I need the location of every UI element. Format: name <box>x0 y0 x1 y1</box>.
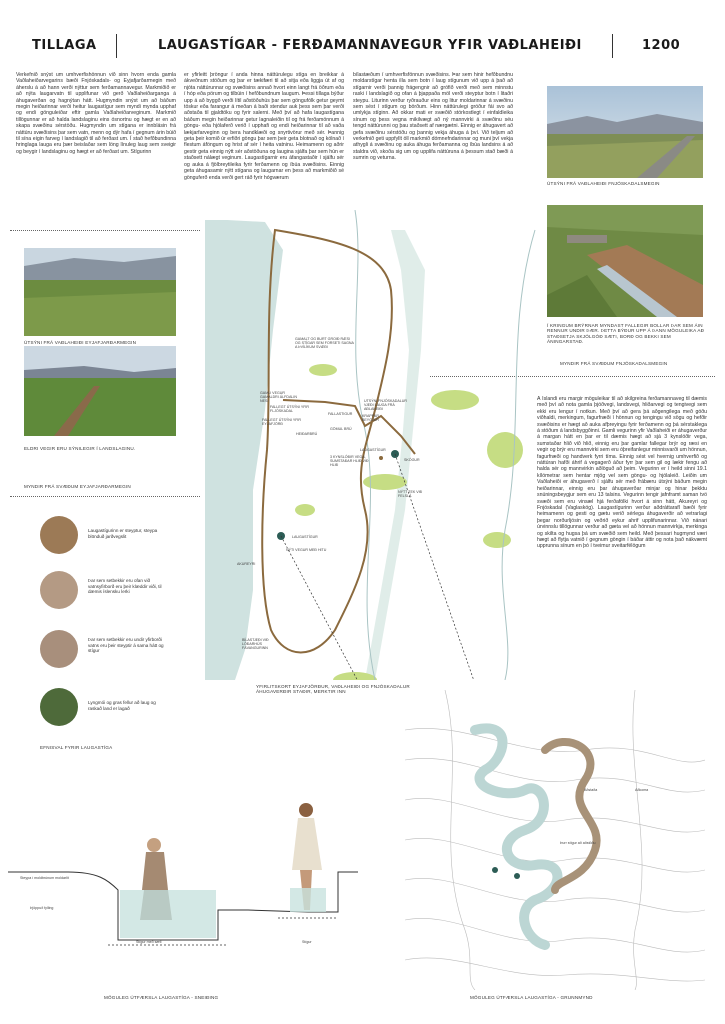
text-column-4 <box>537 396 707 726</box>
plan-label-dry-path: Þurr stígur að aðstöðu <box>560 841 596 845</box>
divider-left-group <box>10 230 200 231</box>
paragraph: Á Íslandi eru margir möguleikar til að skilgreina ferðamannaveg til dæmis með því að nota gamla þjóðvegi, landsvegi, hliðarvegi og tengivegi sem ekki eru lengur í notkun. Með því að gera þá aðgengilega með góðu viðhaldi, merkingum, fagurfræði í hönnun og tengingu við sögu og hefðir svæðisins er hægt að auka afþreyingu fyrir ferðamenn og þá sérstaklega á stöðum á landsbyggðinni. Gamli vegurinn yfir Vaðlaheiði er áhugaverður á margan hátt en þar er til dæmis hægt að sjá 3 kynslóðir vega, sumstaðar hlið við hlið, einnig eru þar gamlar fallegar brýr og ræsi en vegir og brýr eru mannvirki sem eru óþreifanlegur minnisvarði um hönnun, fagurfræði og handverk fyrri tíma. Einnig sést vel hvernig umhverfið og náttúran hafði áhrif á vegagerð áður fyrr þar sem gil og lækir fengu að halda sér og mannvirkin aðlöguð að þeim. Vegurinn er í heild sinni 19.1 kílómetrar sem hentar mjög vel sem göngu- og hjólaleið. Leiðin um Vaðlaheiði er áhugaverð í sjálfu sér með frábæru útsýni báðum megin heiðarinnar, einnig eru þar áhugaverðar minjar og hinar þekktu snúningsbeygjur sem eru 13 talsins. Vegurinn tengir jafnframt saman tvö svæði sem eru vinsæl hjá ferðafólki hvort á sinn hátt, Akureyri og Fnjóskadal (Vaglaskóg). Laugastígurinn verður aðdráttarafl bæði fyrir heimamenn og gesti og gætu verið sérlega áhugaverðir að vetrarlagi þegar norðurljósin og veðrið eykur ahrif upplifunarinnar. Við nánari úrvinnslu tillögunnar verður að gæta vel að hönnun mannvirkja, merkinga og skilta og hugsa þá um svæðið sem heild. Með þessari hugmynd væri hægt að flytja vatnið í gegnum göngin í báðar áttir og nota það nákvæmt upprunna sínum en þó í tveimur sveitarfélögum <box>537 396 707 550</box>
map-label-11: LAUGASTÍGUR <box>360 448 386 452</box>
map-label-13: NÝTT TEK VIÐ FELSLÁ <box>398 490 423 499</box>
caption-eyjafjordur-view: ÚTSÝNI FRÁ VAÐLAHEIÐI EYJAFJARÐARMEGIN <box>24 340 137 345</box>
header-center-title: LAUGASTÍGAR - FERÐAMANNAVEGUR YFIR VAÐLAHEIÐI <box>158 38 582 53</box>
section-label-path: Stígur <box>302 940 312 944</box>
map-label-15: NÝTI VEGUR MEÐ HITU <box>286 548 327 552</box>
map-label-10: 3 KYNSLÓÐIR VEGA, SUMSTAÐAR HLIÐ VIÐ HLIÐ <box>330 455 369 468</box>
paragraph: bílastæðum í umhverfisfönnun svæðisins. Þar sem hinir hefðbundnu moldarstígar henta illa sem botn í laug stígunum við upp á það að stígarnir verði þannig frágengnir að grófið verði með sem minnstu raski í landslagið og ofan á þjappaða möl verði steyptur botn í litaðri steypu. Liturinn verður ryðrauður eins og litur moldarinnar á svæðinu sem sést í stígum og börðum. Hinn náttúrulegi gróður fái svo að umlykja stíginn. Að okkar mati er svæðið stórkostlegt í einfaldleika sínum og þess vegna mikilvægt að ný mannvirki á svæðinu séu tengd náttúrunni og þau staðsett af nærgætni. Einnig er áhugavert að gefa svæðinu sérstöðu og þannig vekja áhuga á því. Við teljum að verkefnið geti uppfyllt öll markmið dómnefndarinnar og muni því vekja athygli á svæðinu og auka áhuga ferðamanna og íbúa landsins á að staldra við, skoða sig um og upplifa náttúruna á þessum stað bæði á sumrin og veturna. <box>353 72 513 162</box>
paragraph: Verkefnið snýst um umhverfishönnun við sinn hvorn enda gamla Vaðlaheiðarvegarins bæði Fnjóskadals- og Eyjafjarðarmegin með áherslu á að hann verði nýttur sem ferðamannavegur. Markmiðið er að nýta laugarvatn til upplifunar við gerð Vaðlaheiðarganga á áhugaverðan og hagnýtan hátt. Hugmyndin snýst um að báðum megin heiðarinnar verði heitur laugastígur sem myndi mynda upphaf og endi gönguleiðar eftir gamla Vaðlaheiðarveginum. Markmið tillögunnar er að halda landslaginu eins ósnortnu og hægt er en að skapa svæðinu sérstöðu. Hugmyndin um stígana er innblásin frá náttúru svæðisins þar sem vatn, menn og dýr hafa í gegnum árin búið til sína eigin farveg í landslagið til að ferðast um. Í stað hefðbundinna hringlaga lauga eru þær beislaðar sem löng línuleg laug sem sveigir og beygir í landslaginu og hægt er að ferðast um. Stígurinn <box>16 72 176 155</box>
section-drawing <box>8 790 358 980</box>
divider-left-group-bottom <box>10 496 200 497</box>
caption-group-fnjoskadalur: MYNDIR FRÁ SVÆÐUM FNJÓSKADALSMEGIN <box>560 361 668 366</box>
map-label-1: GAMALT OG BURT GROIÐ RÆSI OG STÍGAR SEM FORSETI SAGNA A ÞVÍLÍKUM SVÆÐI <box>295 337 354 350</box>
photo-old-roads <box>24 346 176 436</box>
paragraph: er yfirleitt þröngur í anda hinna náttúrulegu stíga en breikkar á ákveðnum stöðum og þar er tækifæri til að sitja eða liggja út af og njóta náttúrunnar og svæðisins annað hvort einn langt frá öðrum eða í hóp eða pörum og tilbúin í hefðbundnum laugum. Þessi tillaga býður upp á að byggð verði lítil aðstöðuhús þar sem göngufólk getur geymt töskur eða farangur á meðan á baði stendur auk þess sem þar verði aðstaða til gjaldtöku og fyrir salerni. Með því að hafa laugastígana báðum megin heiðarinnar getur lagnaleiðin til og frá ferðamönnum á göngu- eða hjólaferð verið í upphafi og endi heiðarinnar til að vaða lækjarfarveginn og bera handklæði og snyrtivörur með sér. Þannig geta þeir komið úr erfiðri göngu þar sem þeir geta blotnað og kólnað í flestum áföngum og hrist af sér í heita vatninu. Heimamenn og aðrir gestir geta einnig nýtt sér aðstöðuna og laugina sjálfa þar sem hún er staðsett nálægt veginum. Laugastígarnir eru áfangastaðir í sjálfu sér og auka á fjölbreytileika fyrir ferðamenn og íbúa svæðisins. Einnig geta áhugasamir nýtt stígana og laugarnar en þess að markmiðið sé gönguferð enda verði gert ráð fyrir hógværum <box>184 72 344 181</box>
map-label-5: FALLASTIGUR <box>328 412 353 416</box>
text-column-3 <box>353 72 513 202</box>
header-divider-right <box>612 34 613 58</box>
materials-title: EFNISVAL FYRIR LAUGASTÍGA <box>40 745 113 750</box>
plan-label-facility: Aðstaða <box>584 788 598 792</box>
plan-drawing <box>405 690 705 990</box>
material-swatch-submerged <box>40 630 78 668</box>
caption-bridge: Í KRINGUM BRÝRNAR MYNDAST FALLEGIR BOLLAR ÞAR SEM ÁIN RENNUR UNDIR ÞÆR. ÞETTA BÝÐUR UPP Á ÞANN MÖGULEIKA AÐ STAÐSETJA SKJÓLGÓÐ SÆTI, BORÐ OG BEKKI SEM ÁNINGARSTAÐ. <box>547 323 705 345</box>
photo-eyjafjordur-view <box>24 248 176 336</box>
section-label-concrete: Steypa í moldbrúnum moldarlit <box>20 876 69 880</box>
map-label-16: AKUREYRI <box>237 562 256 566</box>
section-label-fill: Þjöppuð fylling <box>30 906 54 910</box>
map-label-7: KRAPPAR BEYGJUR <box>362 414 379 423</box>
section-label-seat-path: Stígur með sæti <box>136 940 162 944</box>
text-column-2 <box>184 72 344 202</box>
header-number: 1200 <box>642 38 681 53</box>
material-swatch-wood <box>40 571 78 609</box>
material-swatch-concrete <box>40 516 78 554</box>
material-label-1: Laugastígurinn er steyptur, steypa blönduð jarðvegslit <box>88 528 158 539</box>
plan-label-access: Aðkoma <box>635 788 649 792</box>
photo-fnjoskadalur-view <box>547 86 703 178</box>
overview-map <box>205 210 545 680</box>
text-column-1 <box>16 72 176 202</box>
material-label-4: Lyngmói og gras fellur að laug og raskað land er lagað <box>88 700 156 711</box>
map-label-3: FALLEGT ÚTSÝNI YFIR FLJÓSKADAL <box>270 405 310 414</box>
caption-group-eyjafjordur: MYNDIR FRÁ SVÆÐUM EYJAFJARÐARMEGIN <box>24 484 131 489</box>
material-swatch-grass <box>40 688 78 726</box>
header-divider-left <box>116 34 117 58</box>
map-label-14: LAUGASTÍGUR <box>292 535 318 539</box>
map-title: YFIRLITSKORT EYJAFJÖRÐUR, VAÐLAHEIÐI OG FNJÓSKADALUR ÁHUGAVERÐIR STAÐIR, MERKTIR INN <box>256 684 410 695</box>
photo-bridge <box>547 205 703 317</box>
map-label-8: HEIÐARBRÚ <box>296 432 318 436</box>
map-label-9: GÖMUL BRÚ <box>330 427 352 431</box>
map-label-4: FALLEGT ÚTSÝNI YFIR EYJAFJÖRÐ <box>262 418 302 427</box>
material-label-2: Þar sem setbekkir eru ofan við vatnsyfirborð eru þeir klæddir viði, til dæmis íslensku lerki <box>88 578 162 595</box>
header-left-title: TILLAGA <box>32 38 97 53</box>
caption-old-roads: ELDRI VEGIR ERU SÝNILEGIR Í LANDSLAGINU. <box>24 446 136 451</box>
caption-fnjoskadalur-view: ÚTSÝNI FRÁ VAÐLAHEIÐI FNJÓSKADALSMEGIN <box>547 181 660 186</box>
map-label-6: UTSÝNI FNJÓSKADALUR VÆÐI LAUGA FRÁ AÐLAHEIÐI <box>364 399 407 412</box>
map-label-12: SKÓGUR <box>404 458 420 462</box>
material-label-3: Þar sem setbekkir eru undir yfirborði vatns eru þeir steyptir á sama hátt og stígur <box>88 637 164 654</box>
map-label-2: GAMLI VEGUR GAMALDRI ÁLFDALIN NESI <box>260 391 297 404</box>
map-label-17: BÍLASTÆÐI VIÐ LÓÐARHÚS FÁVANGURINN <box>242 638 269 651</box>
section-caption: MÖGULEG ÚTFÆRSLA LAUGASTÍGA - SNEIÐING <box>104 995 219 1000</box>
plan-caption: MÖGULEG ÚTFÆRSLA LAUGASTÍGA - GRUNNMYND <box>470 995 593 1000</box>
